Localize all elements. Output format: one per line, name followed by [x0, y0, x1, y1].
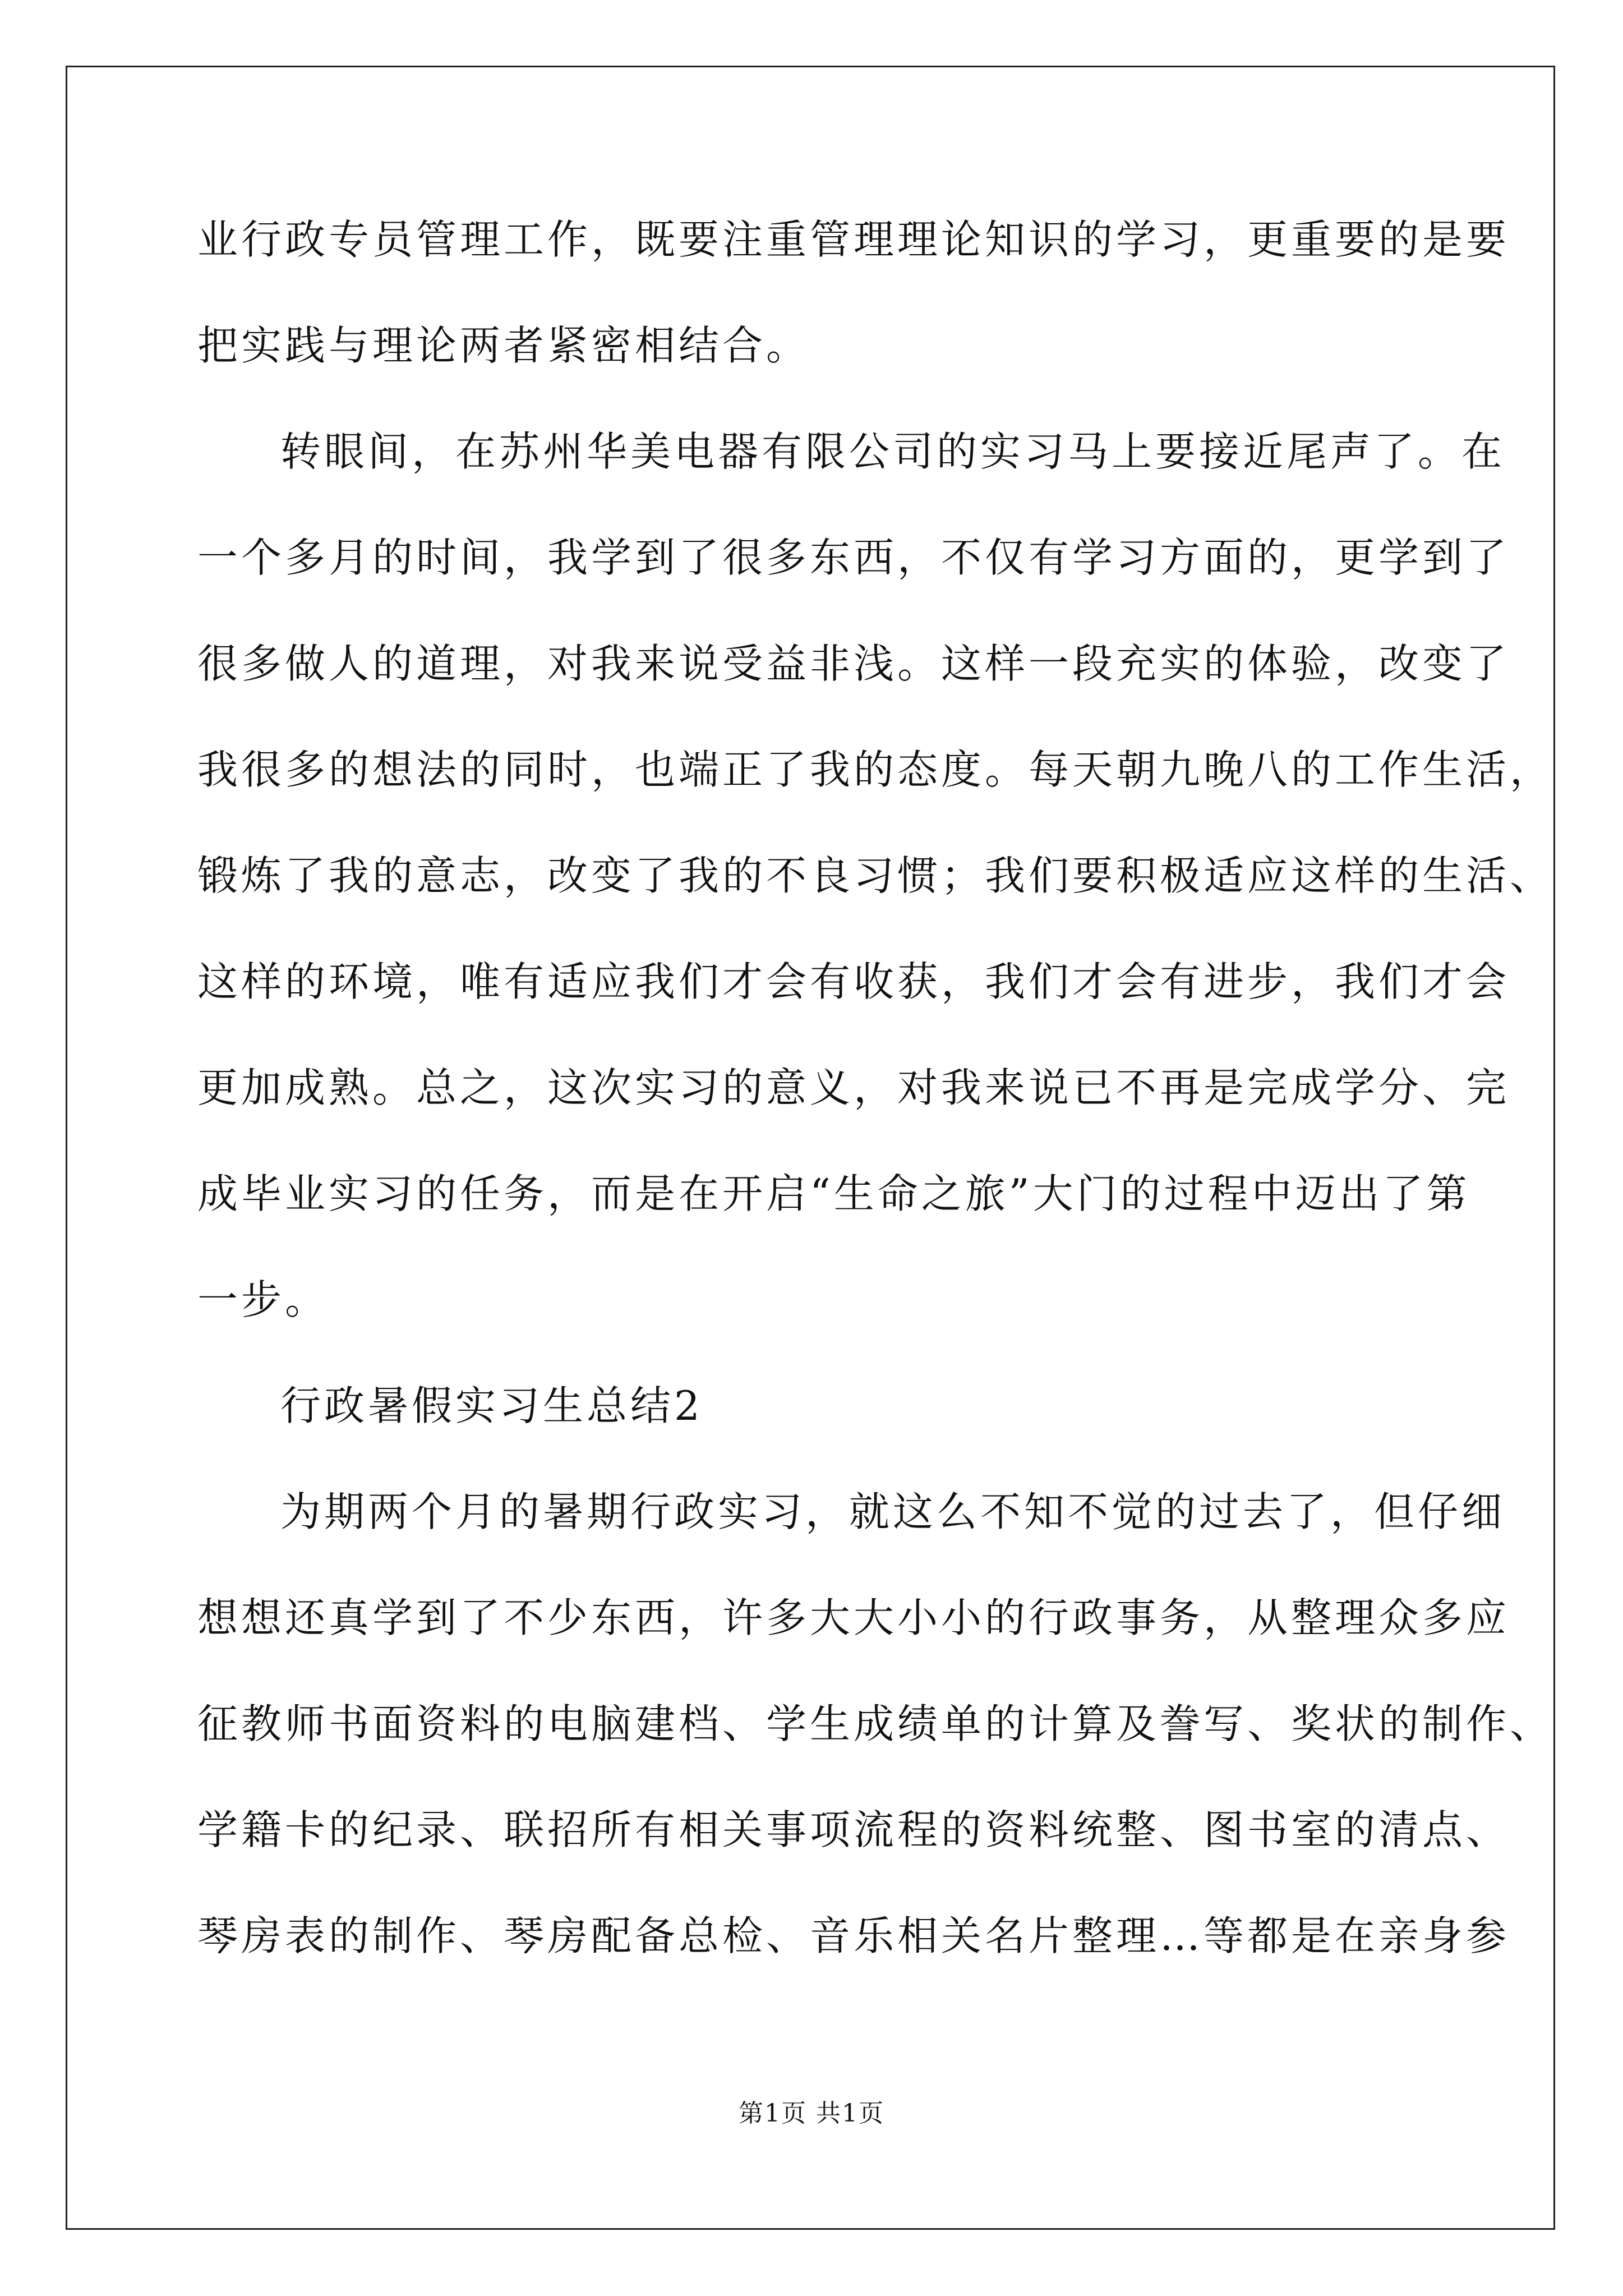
text-line: 很多做人的道理，对我来说受益非浅。这样一段充实的体验，改变了 — [197, 640, 1510, 687]
text-line: 把实践与理论两者紧密相结合。 — [197, 322, 810, 369]
text-line: 征教师书面资料的电脑建档、学生成绩单的计算及誊写、奖状的制作、 — [197, 1700, 1554, 1747]
text-line: 更加成熟。总之，这次实习的意义，对我来说已不再是完成学分、完 — [197, 1064, 1510, 1111]
paragraph-start-line: 转眼间，在苏州华美电器有限公司的实习马上要接近尾声了。在 — [280, 428, 1506, 475]
text-line: 这样的环境，唯有适应我们才会有收获，我们才会有进步，我们才会 — [197, 958, 1510, 1005]
text-line: 业行政专员管理工作，既要注重管理理论知识的学习，更重要的是要 — [197, 216, 1510, 263]
text-line: 一步。 — [197, 1276, 329, 1323]
text-line: 想想还真学到了不少东西，许多大大小小的行政事务，从整理众多应 — [197, 1594, 1510, 1641]
text-line: 我很多的想法的同时，也端正了我的态度。每天朝九晚八的工作生活， — [197, 746, 1554, 793]
text-line: 琴房表的制作、琴房配备总检、音乐相关名片整理…等都是在亲身参 — [197, 1912, 1510, 1959]
paragraph-start-line: 为期两个月的暑期行政实习，就这么不知不觉的过去了，但仔细 — [280, 1488, 1506, 1535]
text-line: 学籍卡的纪录、联招所有相关事项流程的资料统整、图书室的清点、 — [197, 1806, 1510, 1853]
section-heading: 行政暑假实习生总结2 — [280, 1382, 703, 1429]
text-line: 锻炼了我的意志，改变了我的不良习惯；我们要积极适应这样的生活、 — [197, 852, 1554, 899]
page-border — [66, 66, 1555, 2230]
text-line: 成毕业实习的任务，而是在开启“生命之旅”大门的过程中迈出了第 — [197, 1170, 1470, 1217]
text-line: 一个多月的时间，我学到了很多东西，不仅有学习方面的，更学到了 — [197, 534, 1510, 581]
page-number-footer: 第1页 共1页 — [739, 2099, 884, 2128]
